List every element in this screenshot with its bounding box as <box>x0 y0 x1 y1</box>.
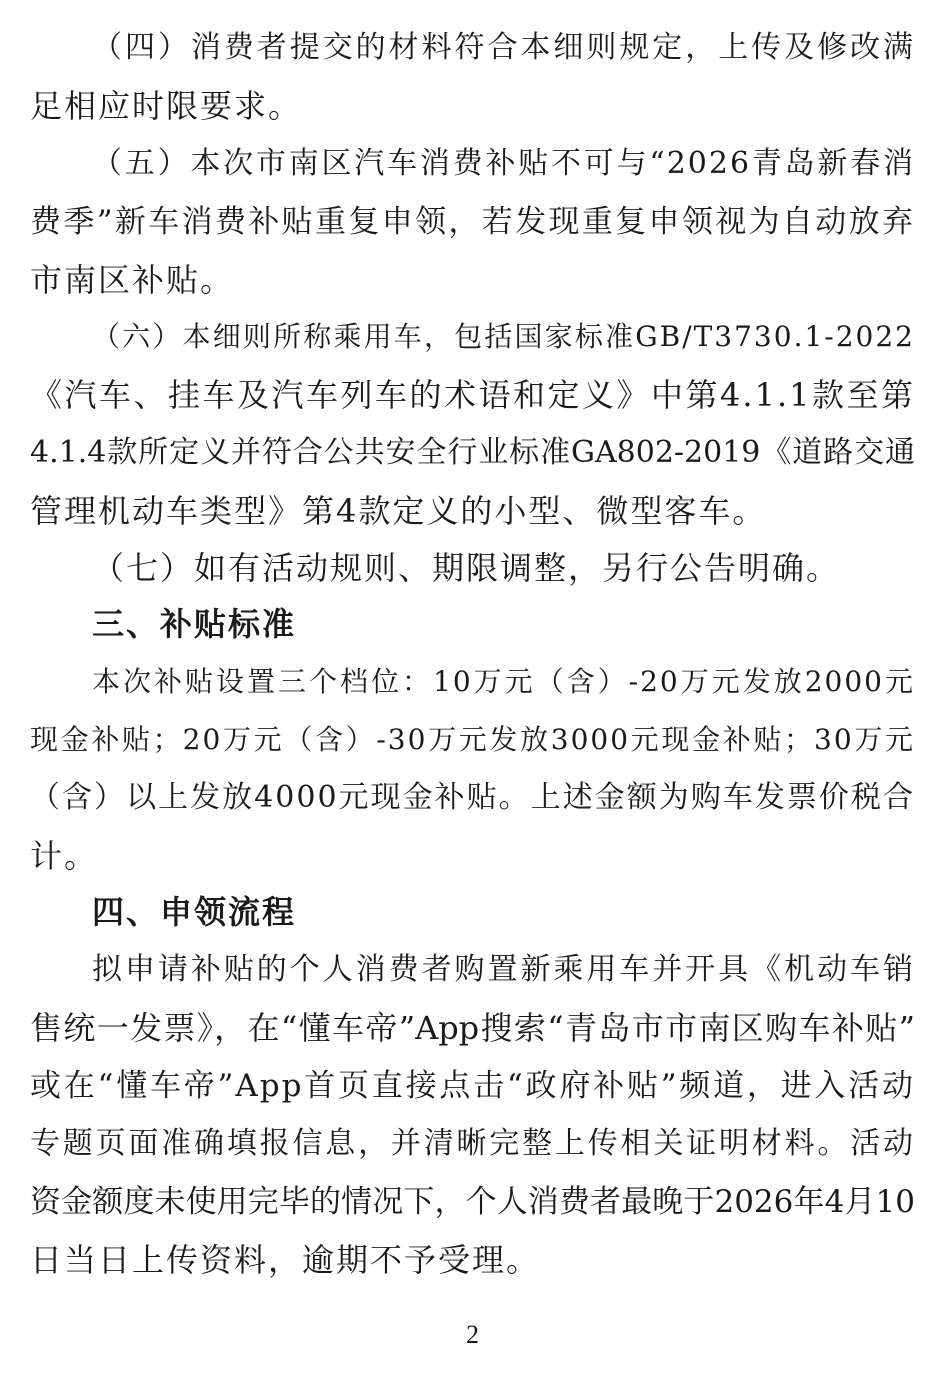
section4-line-1: 拟申请补贴的个人消费者购置新乘用车并开具《机动车销 <box>92 952 915 987</box>
item4-line-2: 足相应时限要求。 <box>30 87 303 125</box>
item7-line-1: （七）如有活动规则、期限调整，另行公告明确。 <box>92 549 841 587</box>
section3-line-1: 本次补贴设置三个档位：10万元（含）-20万元发放2000元 <box>92 665 915 698</box>
item5-line-1: （五）本次市南区汽车消费补贴不可与“2026青岛新春消 <box>92 146 915 181</box>
item6-line-2: 《汽车、挂车及汽车列车的术语和定义》中第4.1.1款至第 <box>30 376 915 414</box>
section4-line-6: 日当日上传资料，逾期不予受理。 <box>30 1241 541 1279</box>
section4-line-3: 或在“懂车帝”App首页直接点击“政府补贴”频道，进入活动 <box>30 1068 915 1104</box>
section4-line-4: 专题页面准确填报信息，并清晰完整上传相关证明材料。活动 <box>30 1126 915 1161</box>
section3-line-3: （含）以上发放4000元现金补贴。上述金额为购车发票价税合 <box>30 780 915 815</box>
item5-line-2: 费季”新车消费补贴重复申领，若发现重复申领视为自动放弃 <box>30 204 915 240</box>
section4-heading: 四、申领流程 <box>92 893 297 931</box>
item5-line-3: 市南区补贴。 <box>30 261 235 299</box>
section4-line-2: 售统一发票》，在“懂车帝”App搜索“青岛市市南区购车补贴” <box>30 1009 915 1047</box>
section3-line-2: 现金补贴；20万元（含）-30万元发放3000元现金补贴；30万元 <box>30 723 915 756</box>
section4-line-5: 资金额度未使用完毕的情况下，个人消费者最晚于2026年4月10 <box>30 1184 915 1220</box>
item4-line-1: （四）消费者提交的材料符合本细则规定，上传及修改满 <box>92 30 915 65</box>
item6-line-3: 4.1.4款所定义并符合公共安全行业标准GA802-2019《道路交通 <box>30 435 915 470</box>
section3-heading: 三、补贴标准 <box>92 605 297 643</box>
item6-line-1: （六）本细则所称乘用车，包括国家标准GB/T3730.1-2022 <box>92 320 915 353</box>
section3-line-4: 计。 <box>30 837 99 875</box>
page-number: 2 <box>466 1320 479 1349</box>
item6-line-4: 管理机动车类型》第4款定义的小型、微型客车。 <box>30 492 767 530</box>
